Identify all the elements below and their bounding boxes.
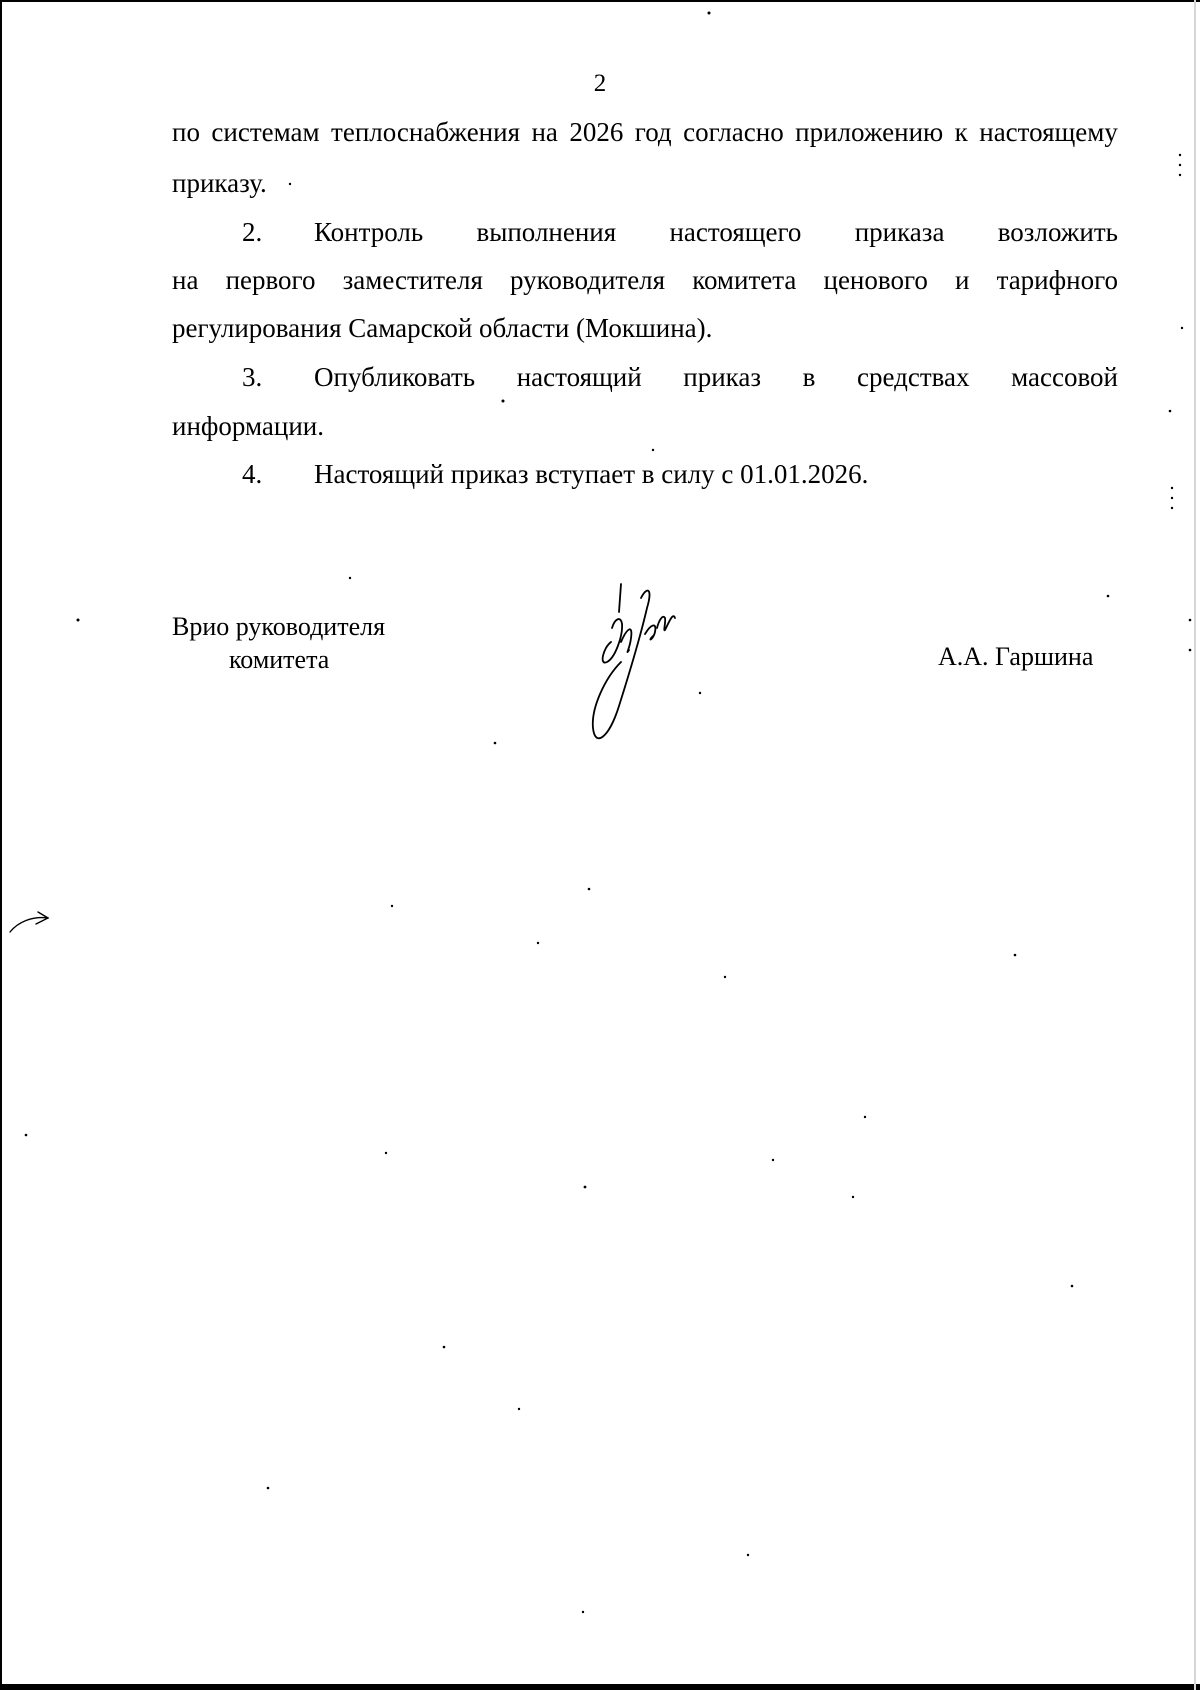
- word: выполнения: [476, 217, 617, 247]
- word: год: [634, 117, 672, 147]
- word: к: [954, 117, 968, 147]
- signatory-position-line: комитета: [229, 645, 330, 674]
- item-number: 4.: [242, 459, 263, 489]
- word: и: [954, 265, 970, 295]
- signatory-name: А.А. Гаршина: [938, 642, 1094, 671]
- word: приложению: [795, 117, 944, 147]
- word: тарифного: [996, 265, 1118, 295]
- word: возложить: [997, 217, 1118, 247]
- word: 2026: [569, 117, 624, 147]
- word: приказа: [854, 217, 945, 247]
- word: ценового: [823, 265, 928, 295]
- word: на: [531, 117, 558, 147]
- word: первого: [225, 265, 316, 295]
- paragraph-line: информации.: [172, 411, 324, 441]
- word: комитета: [692, 265, 797, 295]
- word: заместителя: [342, 265, 483, 295]
- item-number: 3.: [242, 362, 263, 392]
- signatory-position-line: Врио руководителя: [172, 612, 386, 641]
- word: согласно: [683, 117, 784, 147]
- word: средствах: [856, 362, 970, 392]
- word: на: [172, 265, 199, 295]
- word: в: [802, 362, 816, 392]
- paragraph-line: регулирования Самарской области (Мокшина).: [172, 313, 713, 343]
- page-number: 2: [593, 70, 607, 97]
- item-number: 2.: [242, 217, 263, 247]
- paragraph-line: приказу.: [172, 168, 267, 198]
- word: настоящему: [979, 117, 1118, 147]
- word: массовой: [1011, 362, 1118, 392]
- word: руководителя: [510, 265, 666, 295]
- word: настоящего: [669, 217, 802, 247]
- paragraph-line: Настоящий приказ вступает в силу с 01.01.2026.: [314, 459, 869, 489]
- word: теплоснабжения: [331, 117, 520, 147]
- word: настоящий: [516, 362, 642, 392]
- word: по: [172, 117, 200, 147]
- word: Контроль: [314, 217, 424, 247]
- word: Опубликовать: [314, 362, 476, 392]
- word: приказ: [683, 362, 762, 392]
- word: системам: [211, 117, 320, 147]
